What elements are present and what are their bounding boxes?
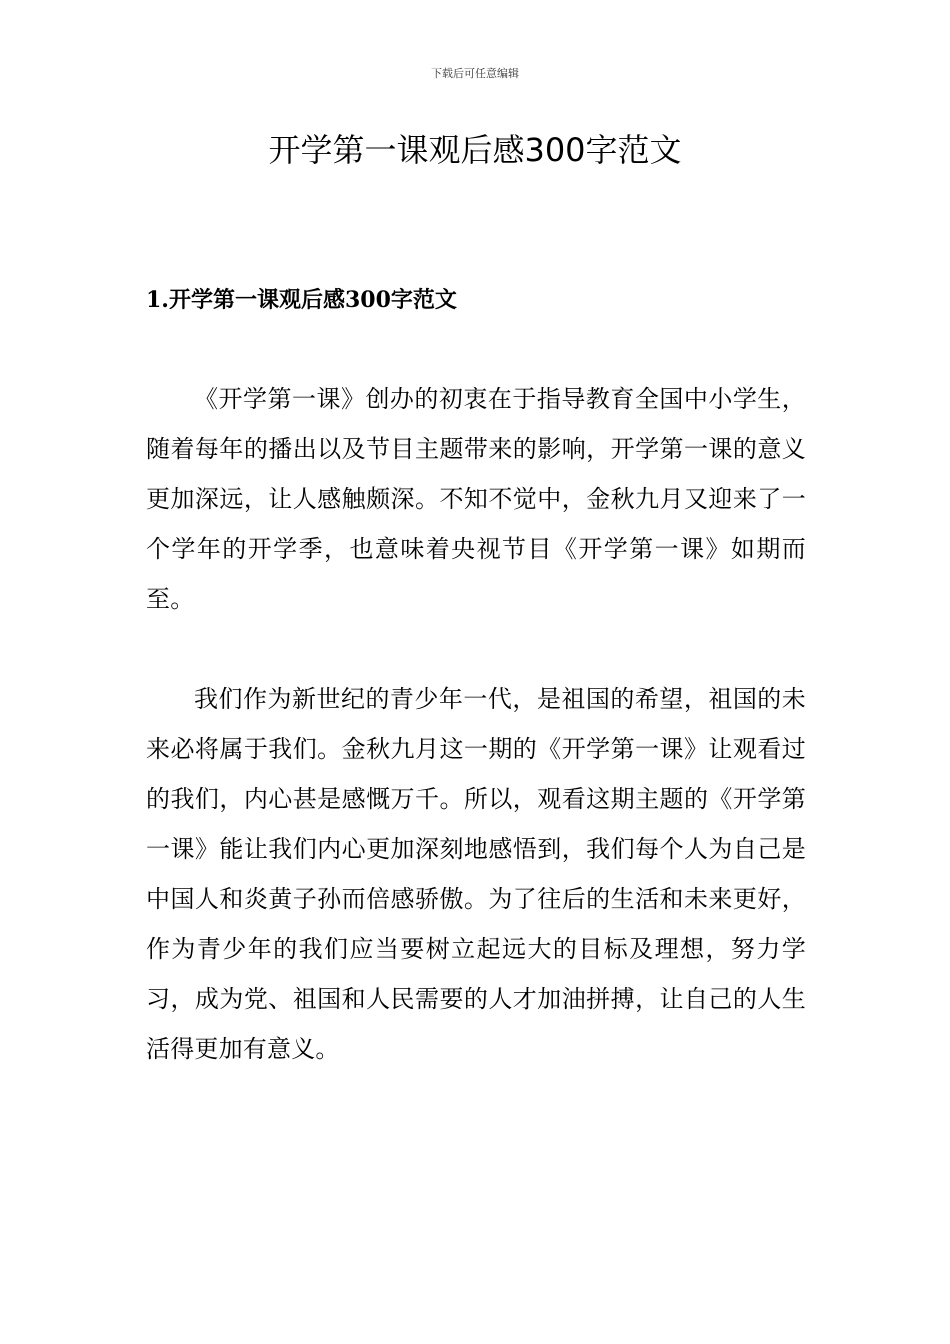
paragraph-2: 我们作为新世纪的青少年一代，是祖国的希望，祖国的未来必将属于我们。金秋九月这一期的《开学第一课》让观看过的我们，内心甚是感慨万千。所以，观看这期主题的《开学第一课》能让我们内心更加深刻地感悟到，我们每个人为自己是中国人和炎黄子孙而倍感骄傲。为了往后的生活和未来更好，作为青少年的我们应当要树立起远大的目标及理想，努力学习，成为党、祖国和人民需要的人才加油拼搏，让自己的人生活得更加有意义。 (146, 685, 806, 1063)
paragraph-1: 《开学第一课》创办的初衷在于指导教育全国中小学生，随着每年的播出以及节目主题带来的影响，开学第一课的意义更加深远，让人感触颇深。不知不觉中，金秋九月又迎来了一个学年的开学季，也意味着央视节目《开学第一课》如期而至。 (146, 385, 806, 613)
section-heading: 1.开学第一课观后感300字范文 (146, 287, 457, 313)
header-note: 下载后可任意编辑 (431, 67, 519, 80)
page-title: 开学第一课观后感300字范文 (268, 131, 682, 169)
